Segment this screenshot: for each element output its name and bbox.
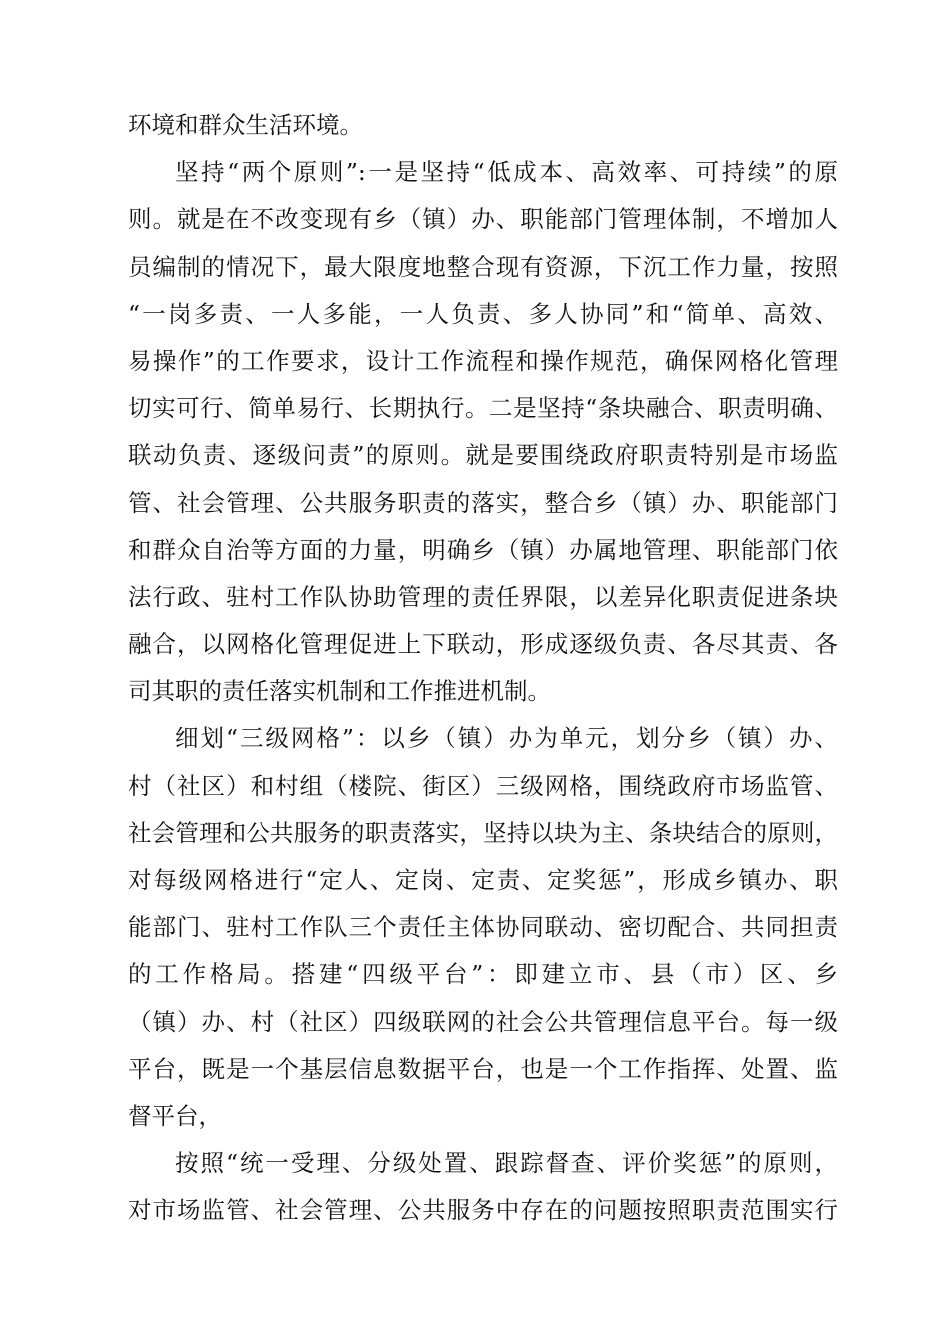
text-line: “一岗多责、一人多能，一人负责、多人协同”和“简单、高效、 <box>128 299 838 328</box>
text-line: 环境和群众生活环境。 <box>128 111 363 139</box>
text-line: 社会管理和公共服务的职责落实，坚持以块为主、条块结合的原则， <box>128 818 838 847</box>
text-line: 司其职的责任落实机制和工作推进机制。 <box>128 677 551 706</box>
text-line: 细划“三级网格”：以乡（镇）办为单元，划分乡（镇）办、 <box>175 724 838 753</box>
text-line: 村（社区）和村组（楼院、街区）三级网格，围绕政府市场监管、 <box>128 771 838 800</box>
text-line: 按照“统一受理、分级处置、跟踪督查、评价奖惩”的原则， <box>175 1149 838 1178</box>
text-line: 融合，以网格化管理促进上下联动，形成逐级负责、各尽其责、各 <box>128 630 838 659</box>
text-line: 督平台， <box>128 1101 222 1130</box>
text-line: （镇）办、村（社区）四级联网的社会公共管理信息平台。每一级 <box>128 1007 838 1036</box>
text-line: 易操作”的工作要求，设计工作流程和操作规范，确保网格化管理 <box>128 346 838 375</box>
text-line: 切实可行、简单易行、长期执行。二是坚持“条块融合、职责明确、 <box>128 394 838 423</box>
text-line: 对市场监管、社会管理、公共服务中存在的问题按照职责范围实行 <box>128 1196 838 1225</box>
text-line: 平台，既是一个基层信息数据平台，也是一个工作指挥、处置、监 <box>128 1054 838 1083</box>
text-line: 员编制的情况下，最大限度地整合现有资源，下沉工作力量，按照 <box>128 252 838 281</box>
text-line: 管、社会管理、公共服务职责的落实，整合乡（镇）办、职能部门 <box>128 488 838 517</box>
text-line: 的工作格局。搭建“四级平台”：即建立市、县（市）区、乡 <box>128 960 838 989</box>
text-line: 法行政、驻村工作队协助管理的责任界限，以差异化职责促进条块 <box>128 582 838 611</box>
text-line: 坚持“两个原则”:一是坚持“低成本、高效率、可持续”的原 <box>175 158 838 187</box>
text-line: 则。就是在不改变现有乡（镇）办、职能部门管理体制，不增加人 <box>128 205 838 234</box>
text-line: 能部门、驻村工作队三个责任主体协同联动、密切配合、共同担责 <box>128 913 838 942</box>
text-line: 联动负责、逐级问责”的原则。就是要围绕政府职责特别是市场监 <box>128 441 838 470</box>
document-body <box>128 102 838 1235</box>
text-line: 和群众自治等方面的力量，明确乡（镇）办属地管理、职能部门依 <box>128 535 838 564</box>
text-line: 对每级网格进行“定人、定岗、定责、定奖惩”，形成乡镇办、职 <box>128 866 838 894</box>
